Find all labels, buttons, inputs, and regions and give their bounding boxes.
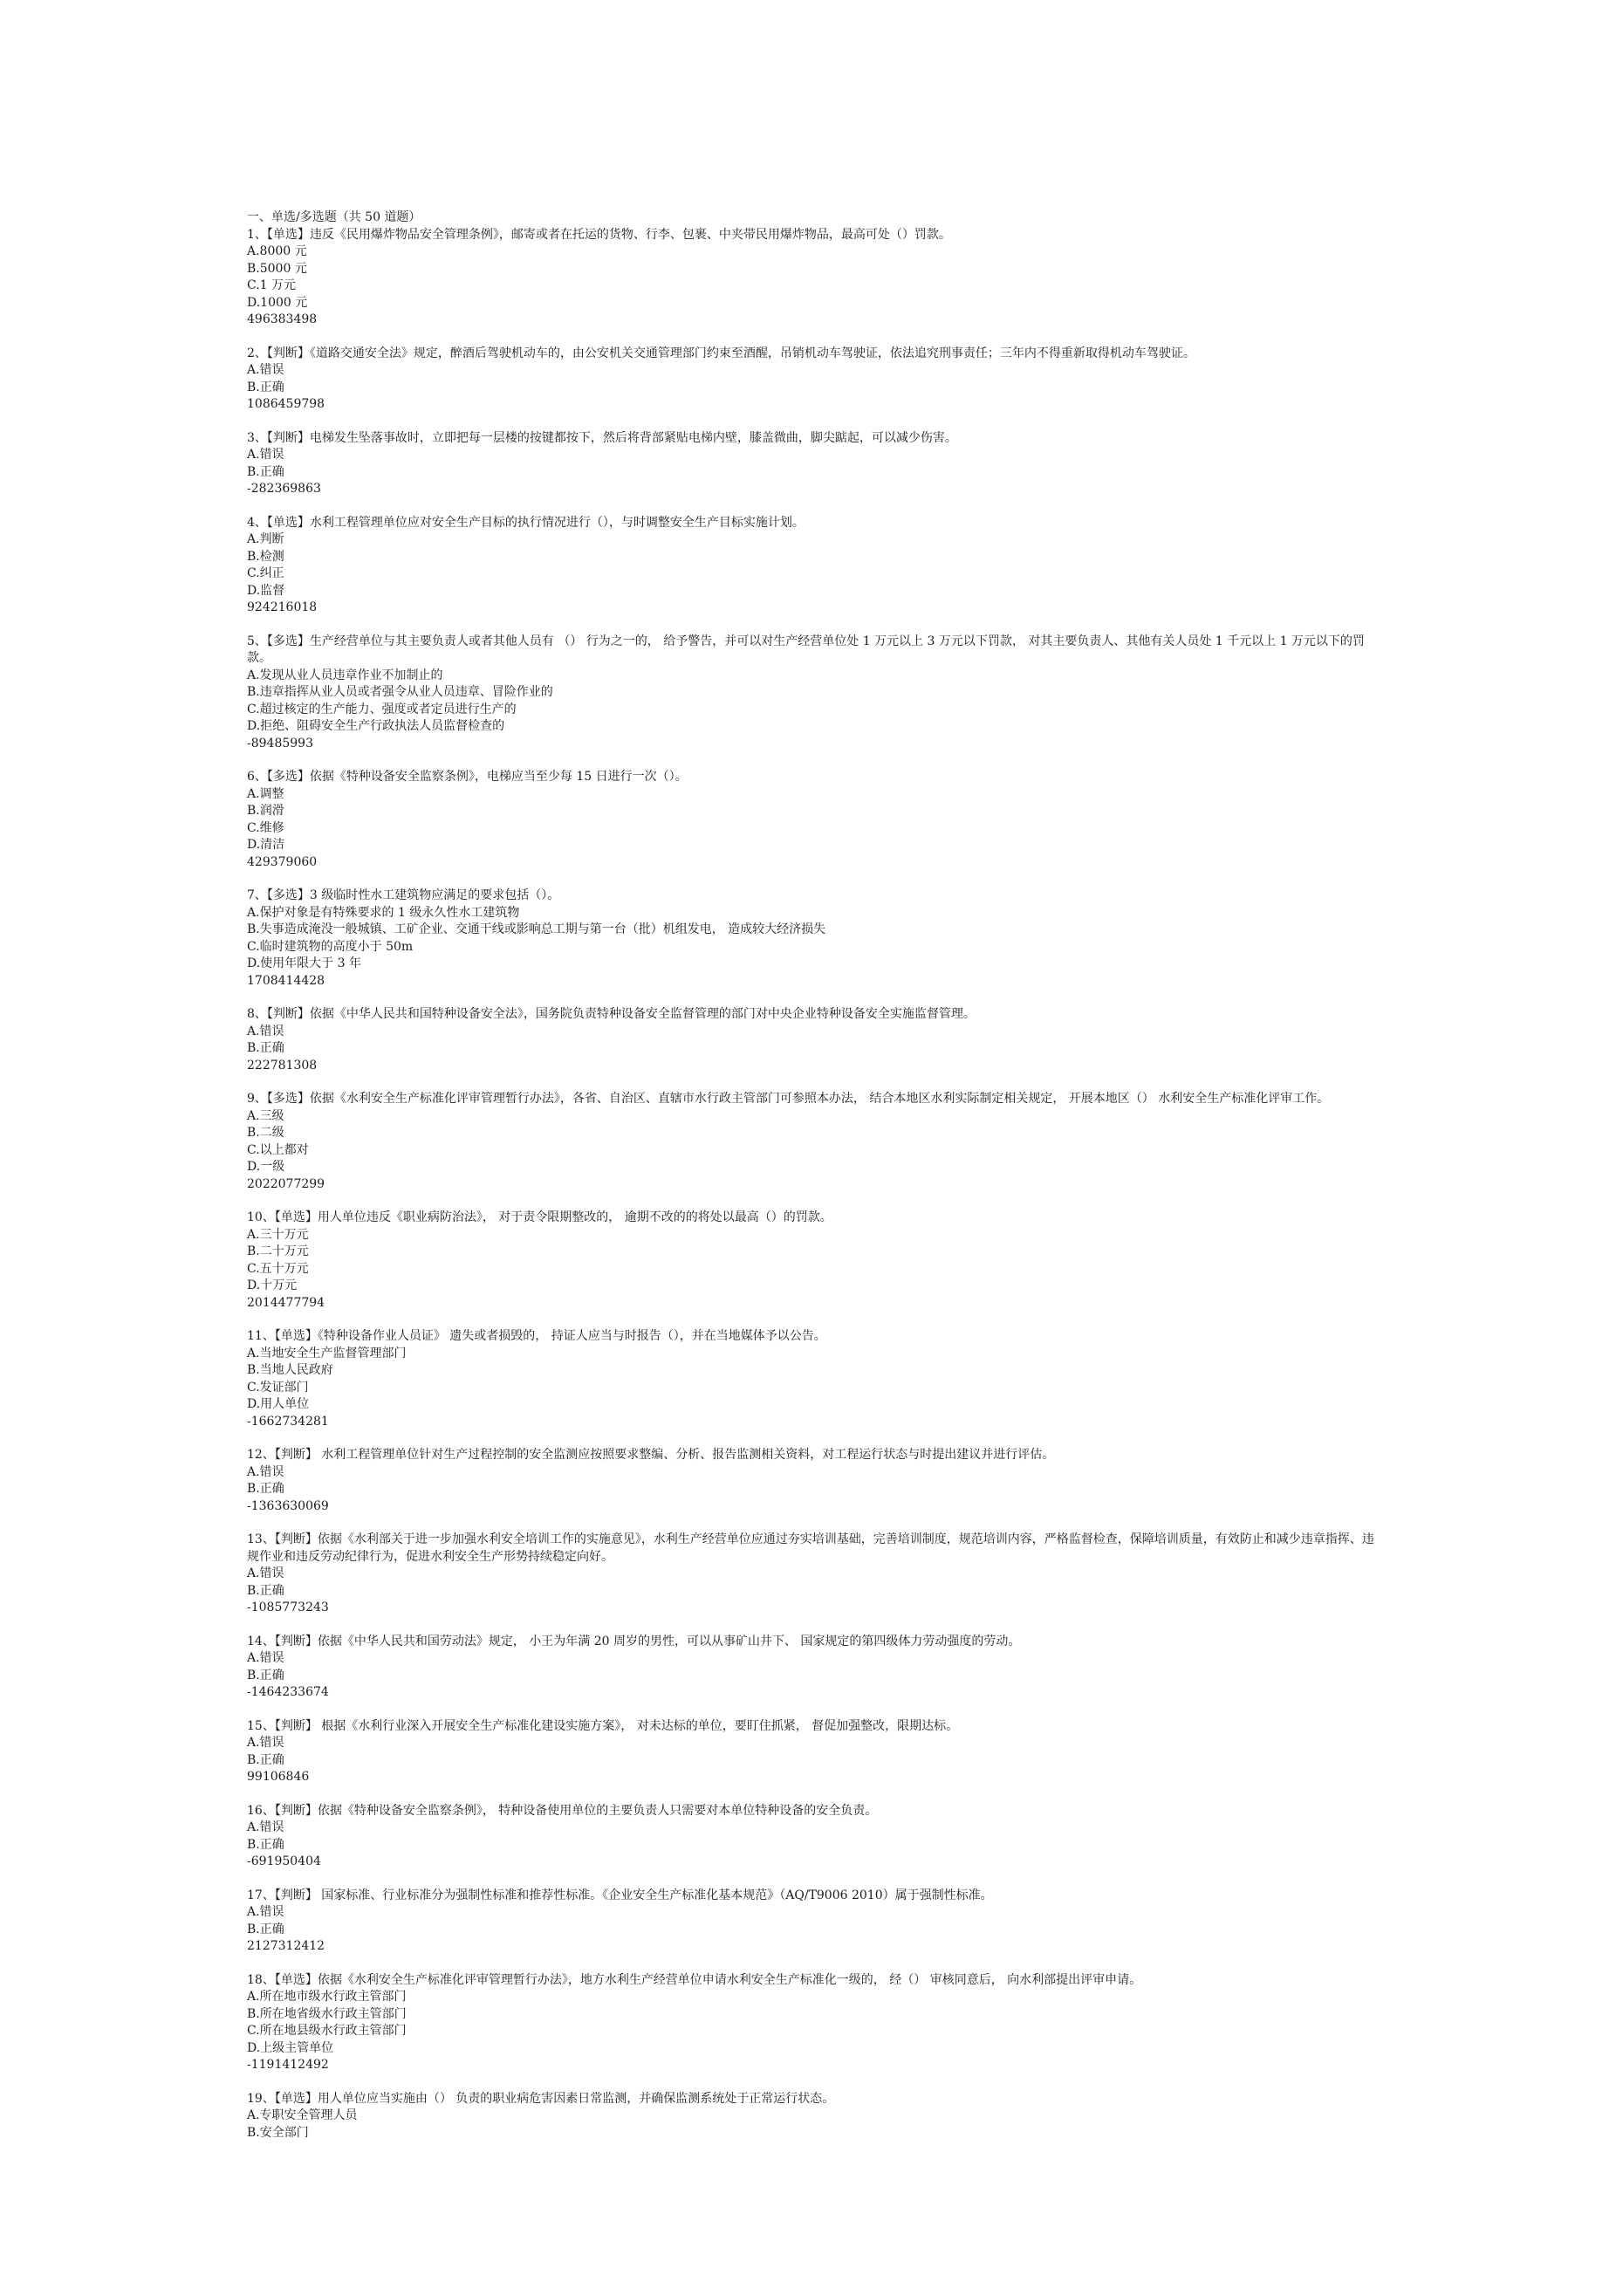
question-id: -691950404 bbox=[247, 1854, 321, 1868]
question-text: 5、【多选】生产经营单位与其主要负责人或者其他人员有 （） 行为之一的， 给予警告，并可以对生产经营单位处 1 万元以上 3 万元以下罚款， 对其主要负责人、其他有关人员处 1 千元以上 1 万元以下的罚款。 bbox=[247, 634, 1365, 665]
answer-option: B.正确 bbox=[247, 1837, 284, 1852]
answer-option: B.正确 bbox=[247, 1752, 284, 1767]
question-item bbox=[247, 769, 1381, 871]
answer-option: A.专职安全管理人员 bbox=[247, 2108, 358, 2122]
answer-option: B.正确 bbox=[247, 1041, 284, 1055]
answer-option: A.错误 bbox=[247, 1736, 284, 1750]
question-id: -1085773243 bbox=[247, 1600, 329, 1614]
question-text: 16、【判断】依据《特种设备安全监察条例》， 特种设备使用单位的主要负责人只需要对本单位特种设备的安全负责。 bbox=[247, 1803, 878, 1818]
question-text: 14、【判断】依据《中华人民共和国劳动法》规定， 小王为年满 20 周岁的男性，可以从事矿山井下、 国家规定的第四级体力劳动强度的劳动。 bbox=[247, 1634, 1021, 1648]
answer-option: A.调整 bbox=[247, 786, 284, 801]
question-text: 9、【多选】依据《水利安全生产标准化评审管理暂行办法》，各省、自治区、直辖市水行政主管部门可参照本办法， 结合本地区水利实际制定相关规定， 开展本地区（） 水利安全生产标准化评审工作。 bbox=[247, 1092, 1330, 1106]
answer-option: A.错误 bbox=[247, 448, 284, 462]
question-id: 496383498 bbox=[247, 312, 318, 326]
question-item bbox=[247, 1803, 1381, 1871]
question-item bbox=[247, 1210, 1381, 1312]
answer-option: C.五十万元 bbox=[247, 1261, 309, 1276]
question-id: -1464233674 bbox=[247, 1685, 329, 1699]
question-id: 1708414428 bbox=[247, 973, 325, 988]
section-title: 一、单选/多选题（共 50 道题） bbox=[247, 210, 421, 224]
answer-option: A.当地安全生产监督管理部门 bbox=[247, 1346, 407, 1360]
answer-option: A.三十万元 bbox=[247, 1227, 309, 1242]
question-id: -1191412492 bbox=[247, 2058, 329, 2072]
answer-option: B.所在地省级水行政主管部门 bbox=[247, 2006, 407, 2021]
answer-option: A.所在地市级水行政主管部门 bbox=[247, 1990, 407, 2004]
answer-option: B.安全部门 bbox=[247, 2125, 309, 2140]
answer-option: C.发证部门 bbox=[247, 1380, 309, 1395]
answer-option: C.维修 bbox=[247, 820, 284, 835]
question-item bbox=[247, 1718, 1381, 1786]
answer-option: B.正确 bbox=[247, 1668, 284, 1683]
question-id: -1662734281 bbox=[247, 1414, 329, 1429]
answer-option: B.二十万元 bbox=[247, 1244, 309, 1258]
question-text: 4、【单选】水利工程管理单位应对安全生产目标的执行情况进行（），与时调整安全生产目标实施计划。 bbox=[247, 515, 805, 530]
question-text: 17、【判断】 国家标准、行业标准分为强制性标准和推荐性标准。《企业安全生产标准化基本规范》（AQ/T9006 2010）属于强制性标准。 bbox=[247, 1888, 993, 1902]
question-item bbox=[247, 1532, 1381, 1617]
question-text: 2、【判断】《道路交通安全法》规定，醉酒后驾驶机动车的，由公安机关交通管理部门约束至酒醒，吊销机动车驾驶证，依法追究刑事责任；三年内不得重新取得机动车驾驶证。 bbox=[247, 346, 1195, 360]
answer-option: C.所在地县级水行政主管部门 bbox=[247, 2024, 407, 2038]
question-text: 3、【判断】电梯发生坠落事故时，立即把每一层楼的按键都按下，然后将背部紧贴电梯内壁，膝盖微曲，脚尖踮起，可以减少伤害。 bbox=[247, 430, 957, 445]
answer-option: A.错误 bbox=[247, 1820, 284, 1834]
answer-option: A.错误 bbox=[247, 363, 284, 377]
answer-option: B.正确 bbox=[247, 380, 284, 394]
document-page bbox=[247, 209, 1381, 2158]
question-id: 2014477794 bbox=[247, 1295, 325, 1310]
answer-option: B.正确 bbox=[247, 1583, 284, 1598]
answer-option: D.拒绝、阻碍安全生产行政执法人员监督检查的 bbox=[247, 719, 505, 733]
answer-option: B.二级 bbox=[247, 1126, 284, 1140]
answer-option: A.判断 bbox=[247, 532, 284, 546]
answer-option: A.三级 bbox=[247, 1108, 284, 1123]
question-list bbox=[247, 227, 1381, 2142]
answer-option: D.1000 元 bbox=[247, 295, 308, 310]
answer-option: B.润滑 bbox=[247, 804, 284, 818]
answer-option: D.使用年限大于 3 年 bbox=[247, 956, 361, 970]
answer-option: A.8000 元 bbox=[247, 244, 307, 258]
question-item bbox=[247, 1634, 1381, 1702]
answer-option: A.保护对象是有特殊要求的 1 级永久性水工建筑物 bbox=[247, 905, 520, 920]
question-text: 15、【判断】 根据《水利行业深入开展安全生产标准化建设实施方案》， 对未达标的单位，要盯住抓紧， 督促加强整改，限期达标。 bbox=[247, 1718, 959, 1733]
answer-option: B.违章指挥从业人员或者强令从业人员违章、冒险作业的 bbox=[247, 685, 553, 699]
answer-option: D.清洁 bbox=[247, 838, 285, 852]
answer-option: B.检测 bbox=[247, 549, 284, 564]
question-text: 1、【单选】违反《民用爆炸物品安全管理条例》，邮寄或者在托运的货物、行李、包裹、中夹带民用爆炸物品，最高可处（）罚款。 bbox=[247, 227, 951, 242]
question-text: 19、【单选】用人单位应当实施由（） 负责的职业病危害因素日常监测，并确保监测系统处于正常运行状态。 bbox=[247, 2091, 835, 2106]
question-id: 2127312412 bbox=[247, 1939, 325, 1953]
question-item bbox=[247, 888, 1381, 990]
question-text: 12、【判断】 水利工程管理单位针对生产过程控制的安全监测应按照要求整编、分析、报告监测相关资料，对工程运行状态与时提出建议并进行评估。 bbox=[247, 1448, 1055, 1462]
question-id: 99106846 bbox=[247, 1770, 310, 1784]
question-item bbox=[247, 515, 1381, 617]
answer-option: A.错误 bbox=[247, 1651, 284, 1665]
question-id: 2022077299 bbox=[247, 1176, 325, 1191]
question-text: 18、【单选】依据《水利安全生产标准化评审管理暂行办法》，地方水利生产经营单位申请水利安全生产标准化一级的， 经（） 审核同意后， 向水利部提出评审申请。 bbox=[247, 1972, 1142, 1987]
answer-option: C.超过核定的生产能力、强度或者定员进行生产的 bbox=[247, 702, 517, 716]
question-id: -282369863 bbox=[247, 482, 321, 496]
answer-option: A.错误 bbox=[247, 1024, 284, 1038]
answer-option: D.监督 bbox=[247, 583, 285, 598]
question-item bbox=[247, 1447, 1381, 1515]
question-item bbox=[247, 1006, 1381, 1074]
question-item bbox=[247, 1972, 1381, 2074]
question-text: 6、【多选】依据《特种设备安全监察条例》，电梯应当至少每 15 日进行一次（）。 bbox=[247, 770, 688, 784]
answer-option: C.纠正 bbox=[247, 566, 284, 580]
question-item bbox=[247, 430, 1381, 498]
answer-option: A.错误 bbox=[247, 1905, 284, 1919]
answer-option: C.1 万元 bbox=[247, 278, 297, 292]
question-item bbox=[247, 346, 1381, 414]
question-item bbox=[247, 1328, 1381, 1430]
answer-option: C.以上都对 bbox=[247, 1142, 309, 1157]
answer-option: D.一级 bbox=[247, 1160, 285, 1174]
question-text: 10、【单选】用人单位违反《职业病防治法》， 对于责令限期整改的， 逾期不改的的将处以最高（）的罚款。 bbox=[247, 1210, 832, 1224]
question-item bbox=[247, 2091, 1381, 2142]
answer-option: A.错误 bbox=[247, 1464, 284, 1479]
question-id: 1086459798 bbox=[247, 397, 325, 411]
question-id: -1363630069 bbox=[247, 1498, 329, 1513]
answer-option: C.临时建筑物的高度小于 50m bbox=[247, 939, 414, 954]
question-item bbox=[247, 1091, 1381, 1193]
question-text: 11、【单选】《特种设备作业人员证》 遗失或者损毁的， 持证人应当与时报告（），并在当地媒体予以公告。 bbox=[247, 1329, 826, 1343]
question-id: 924216018 bbox=[247, 600, 318, 614]
answer-option: D.十万元 bbox=[247, 1278, 298, 1292]
answer-option: A.错误 bbox=[247, 1566, 284, 1580]
answer-option: B.正确 bbox=[247, 1922, 284, 1936]
question-id: 222781308 bbox=[247, 1058, 318, 1073]
question-item bbox=[247, 227, 1381, 329]
question-text: 7、【多选】3 级临时性水工建筑物应满足的要求包括（）。 bbox=[247, 888, 560, 902]
answer-option: B.失事造成淹没一般城镇、工矿企业、交通干线或影响总工期与第一台（批）机组发电， 造成较大经济损失 bbox=[247, 922, 826, 936]
question-item bbox=[247, 634, 1381, 753]
question-text: 13、【判断】依据《水利部关于进一步加强水利安全培训工作的实施意见》，水利生产经营单位应通过夯实培训基础，完善培训制度，规范培训内容，严格监督检查，保障培训质量，有效防止和减少违章指挥、违规作业和违反劳动纪律行为，促进水利安全生产形势持续稳定向好。 bbox=[247, 1532, 1374, 1564]
question-item bbox=[247, 1888, 1381, 1956]
question-id: 429379060 bbox=[247, 854, 318, 869]
question-text: 8、【判断】依据《中华人民共和国特种设备安全法》，国务院负责特种设备安全监督管理的部门对中央企业特种设备安全实施监督管理。 bbox=[247, 1007, 976, 1021]
answer-option: B.5000 元 bbox=[247, 261, 307, 276]
answer-option: D.用人单位 bbox=[247, 1397, 310, 1411]
answer-option: B.正确 bbox=[247, 1482, 284, 1496]
answer-option: B.正确 bbox=[247, 464, 284, 479]
answer-option: B.当地人民政府 bbox=[247, 1363, 333, 1377]
question-id: -89485993 bbox=[247, 736, 313, 750]
answer-option: A.发现从业人员违章作业不加制止的 bbox=[247, 668, 443, 682]
answer-option: D.上级主管单位 bbox=[247, 2040, 334, 2055]
